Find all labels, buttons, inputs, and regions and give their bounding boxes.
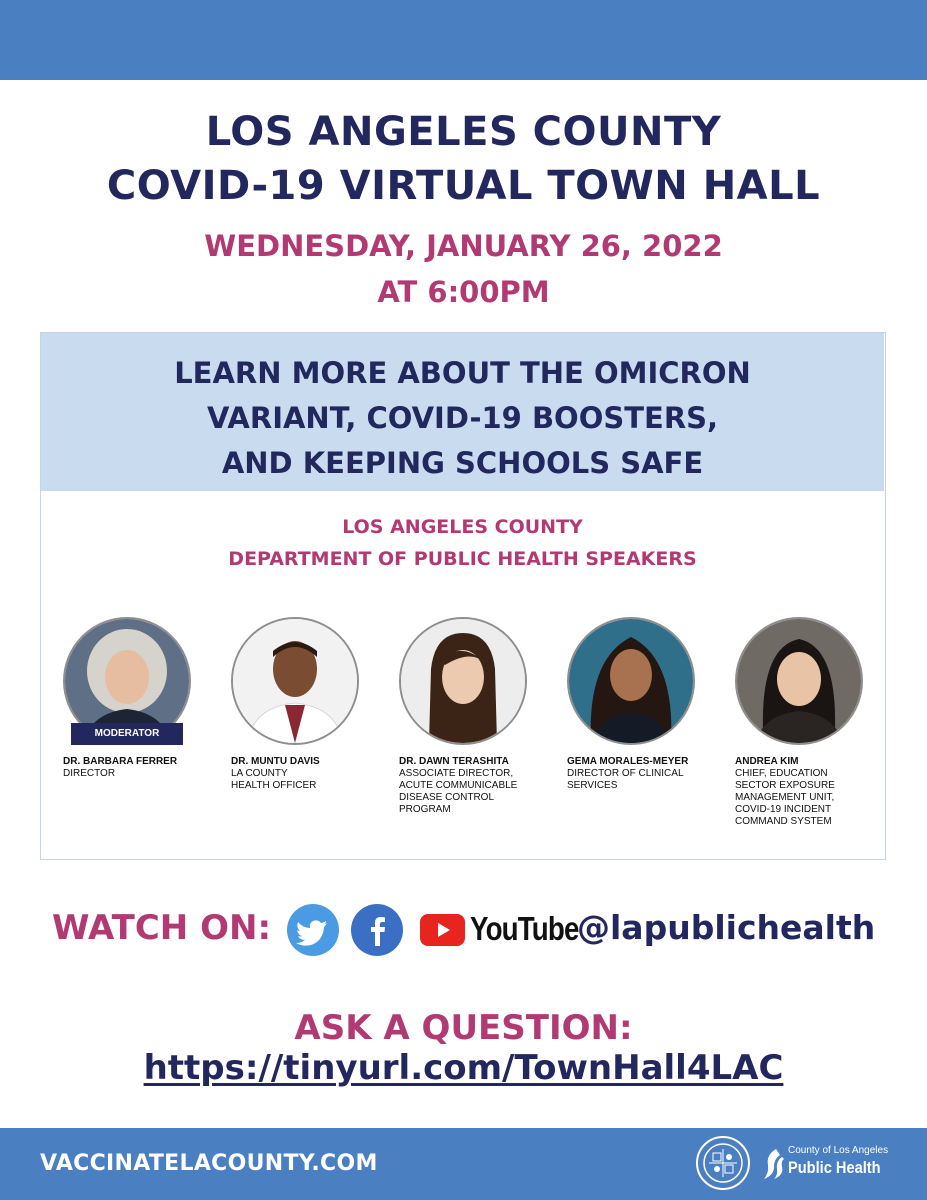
event-time: AT 6:00PM (377, 275, 550, 309)
speaker-photo (567, 617, 695, 745)
event-title-line1: LOS ANGELES COUNTY (205, 109, 722, 155)
topic-line3: AND KEEPING SCHOOLS SAFE (221, 446, 704, 480)
question-url-link[interactable]: https://tinyurl.com/TownHall4LAC (143, 1048, 784, 1088)
vaccinate-website-link[interactable]: VACCINATELACOUNTY.COM (40, 1151, 378, 1176)
speakers-heading-line1: LOS ANGELES COUNTY (342, 516, 583, 538)
county-seal-icon (695, 1135, 751, 1191)
speakers-panel (40, 332, 886, 860)
speaker-name: DR. BARBARA FERRER (63, 756, 178, 767)
topic-banner (41, 333, 884, 491)
youtube-wordmark[interactable]: YouTube (470, 910, 579, 947)
event-date: WEDNESDAY, JANUARY 26, 2022 (204, 229, 723, 263)
event-title-line2: COVID-19 VIRTUAL TOWN HALL (106, 163, 821, 209)
speaker-name: DR. MUNTU DAVIS (231, 756, 320, 767)
speaker-name: DR. DAWN TERASHITA (399, 756, 509, 767)
speaker-role: CHIEF, EDUCATION SECTOR EXPOSURE MANAGEMENT UNIT, COVID-19 INCIDENT COMMAND SYSTEM (735, 768, 835, 827)
speaker-name: ANDREA KIM (735, 756, 799, 767)
watch-on-label: WATCH ON: (52, 908, 272, 948)
facebook-icon[interactable] (351, 904, 403, 956)
speaker-role: DIRECTOR (63, 768, 116, 779)
speakers-heading-line2: DEPARTMENT OF PUBLIC HEALTH SPEAKERS (228, 548, 697, 570)
speaker-role: DIRECTOR OF CLINICAL SERVICES (567, 768, 684, 791)
speaker-role: ASSOCIATE DIRECTOR, ACUTE COMMUNICABLE DISEASE CONTROL PROGRAM (399, 768, 518, 815)
speaker-role: LA COUNTY HEALTH OFFICER (231, 768, 317, 791)
social-handle[interactable]: @lapublichealth (577, 908, 876, 947)
logo-county-text: County of Los Angeles (788, 1145, 889, 1156)
speaker-name: GEMA MORALES-MEYER (567, 756, 689, 767)
youtube-icon[interactable] (420, 914, 465, 946)
speaker-photo (399, 617, 527, 745)
top-banner (0, 0, 927, 80)
public-health-logo (762, 1145, 890, 1185)
topic-line1: LEARN MORE ABOUT THE OMICRON (174, 356, 751, 390)
logo-public-health-text: Public Health (788, 1158, 881, 1177)
ask-question-label: ASK A QUESTION: (294, 1008, 633, 1048)
speaker-photo (231, 617, 359, 745)
topic-line2: VARIANT, COVID-19 BOOSTERS, (206, 401, 719, 435)
speaker-photo (735, 617, 863, 745)
moderator-badge: MODERATOR (71, 723, 183, 745)
twitter-icon[interactable] (287, 904, 339, 956)
public-health-mark-icon (762, 1147, 786, 1181)
